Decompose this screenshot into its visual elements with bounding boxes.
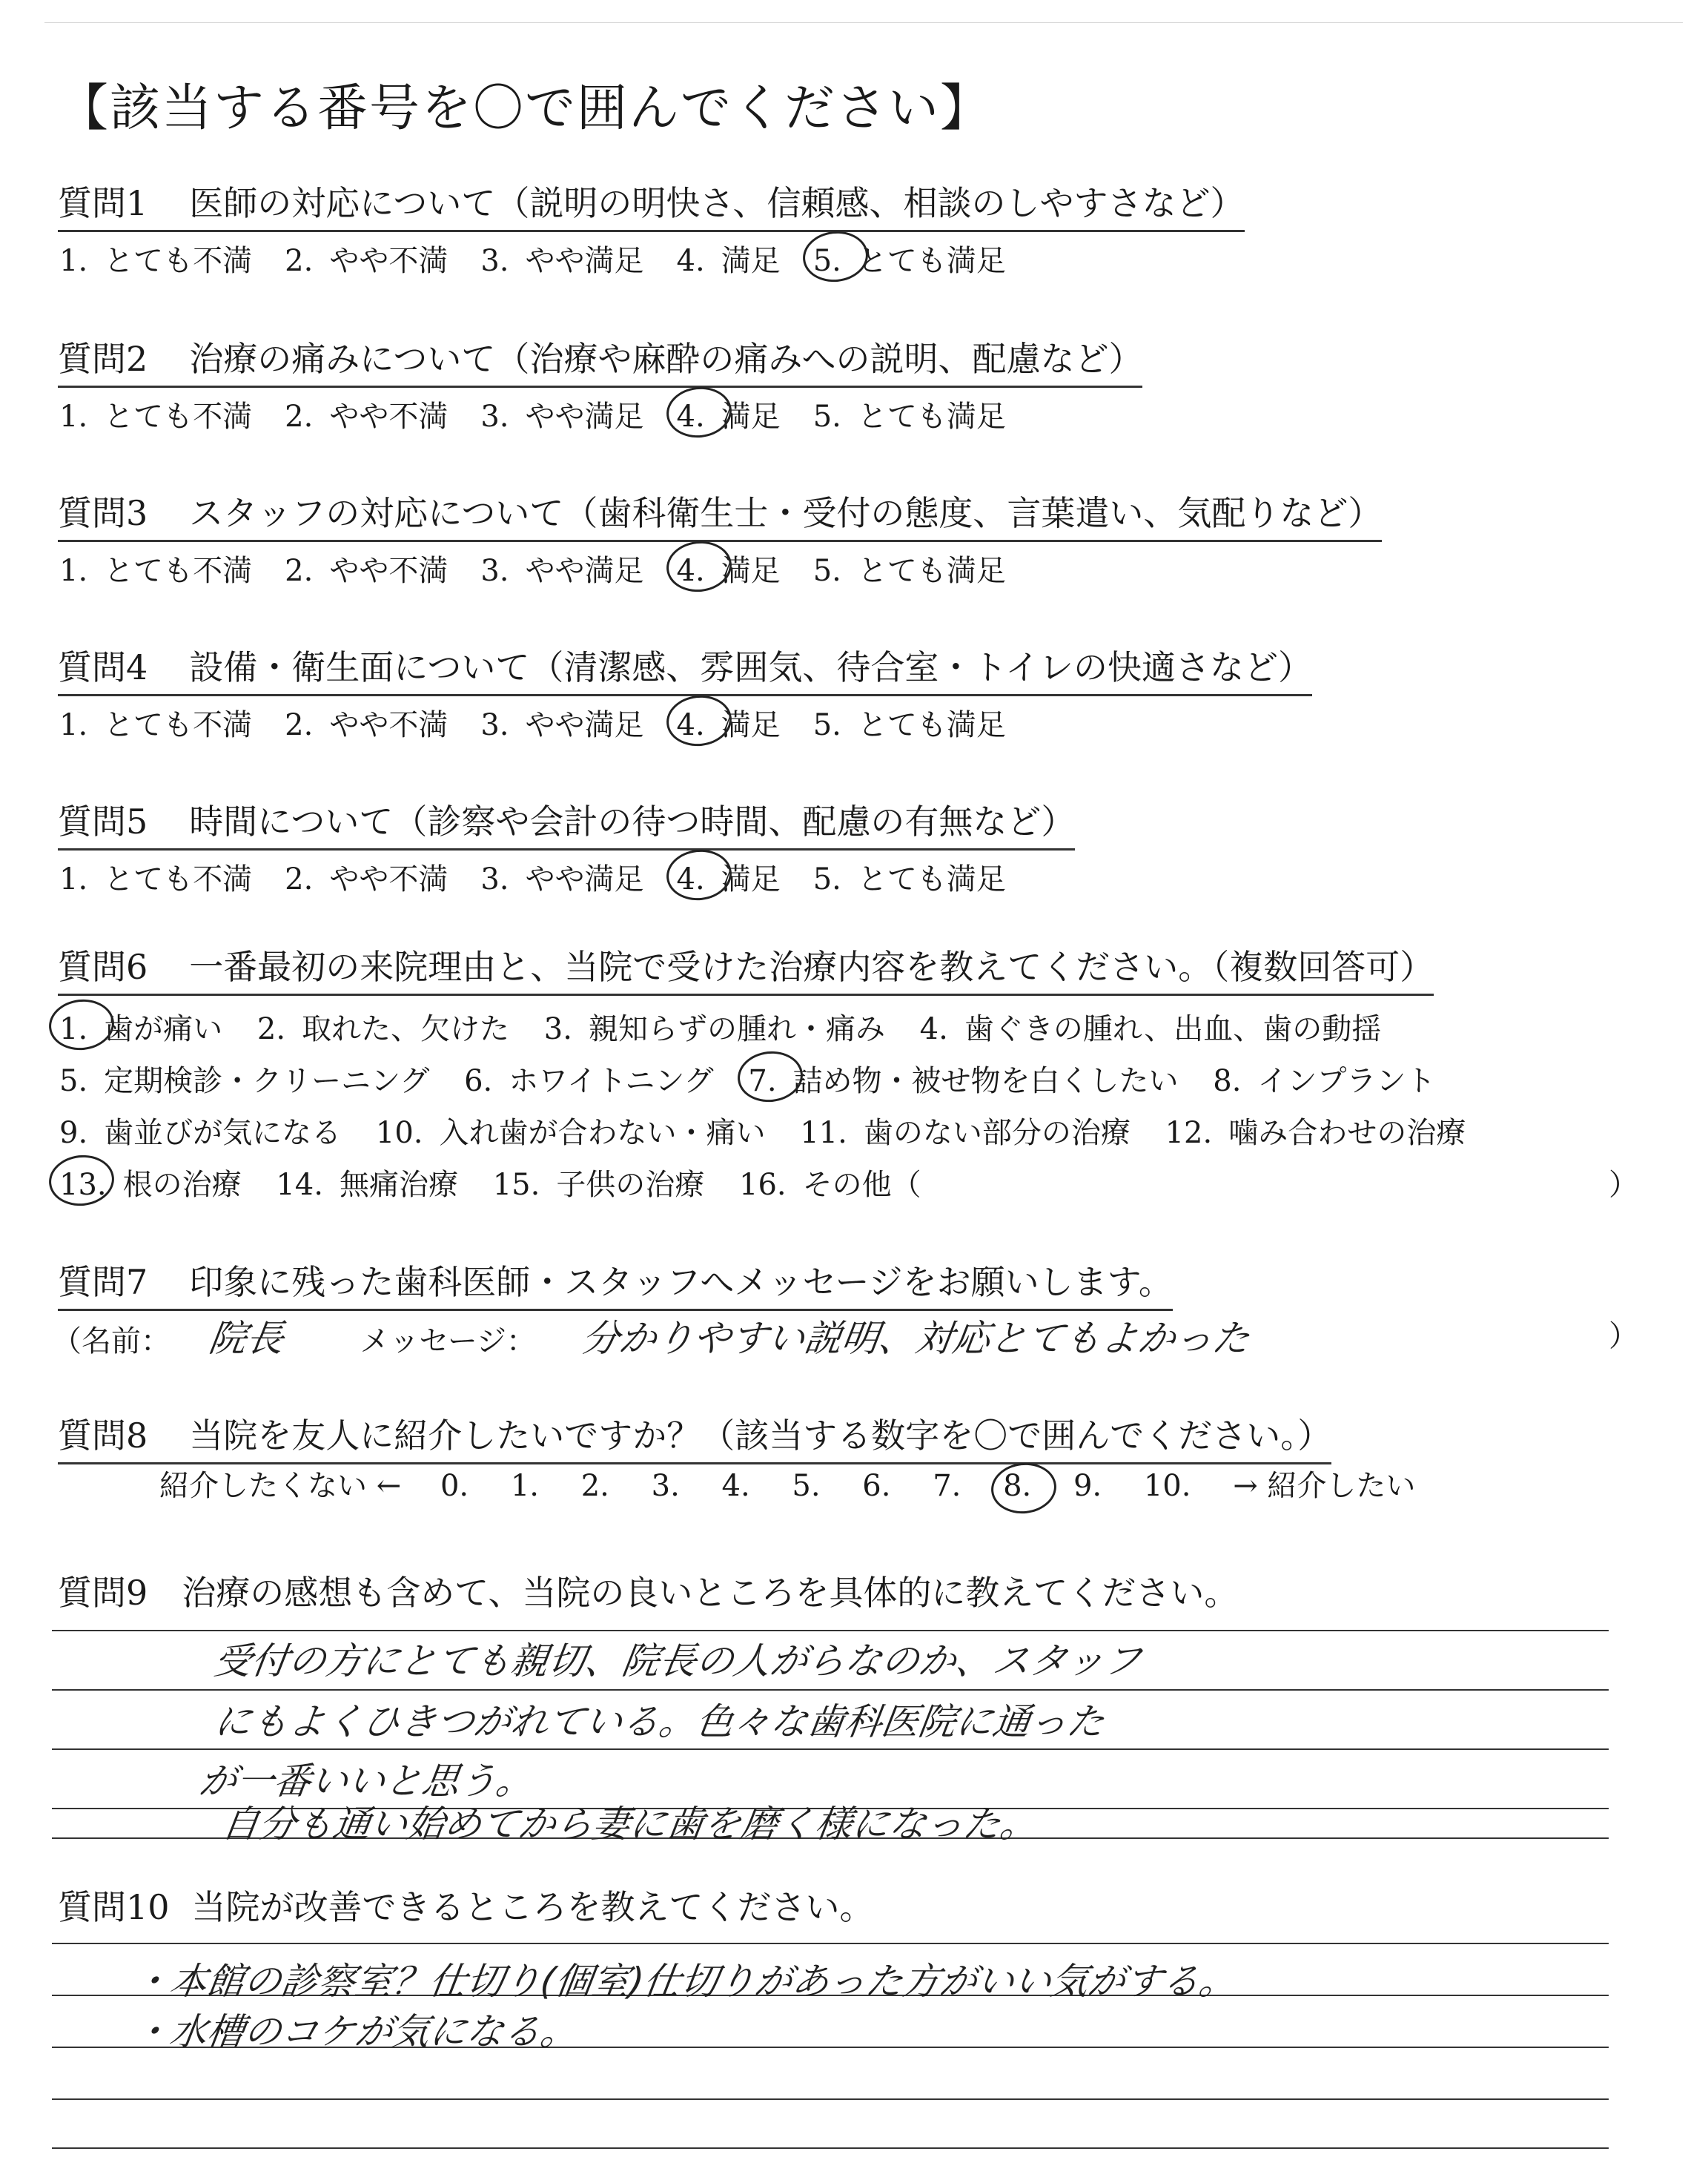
q6-option-2[interactable]: 2. 取れた、欠けた xyxy=(256,1012,510,1046)
q10-rule-5 xyxy=(52,2147,1609,2149)
q7-text: 印象に残った歯科医師・スタッフへメッセージをお願いします。 xyxy=(189,1262,1173,1302)
q8-number: 質問8 xyxy=(58,1416,148,1456)
q5-text: 時間について（診察や会計の待つ時間、配慮の有無など） xyxy=(189,802,1076,842)
q6-row-1 xyxy=(59,1005,1406,1048)
q6-option-16[interactable]: 16. その他（ xyxy=(739,1168,921,1202)
q5-options xyxy=(59,856,1039,898)
q8-score-5[interactable]: 5. xyxy=(792,1469,821,1503)
q6-option-11[interactable]: 11. 歯のない部分の治療 xyxy=(800,1116,1131,1150)
q1-text: 医師の対応について（説明の明快さ、信頼感、相談のしやすさなど） xyxy=(189,183,1245,223)
q1-option-2[interactable]: 2. やや不満 xyxy=(285,244,448,278)
q6-option-12[interactable]: 12. 噛み合わせの治療 xyxy=(1165,1116,1466,1150)
q2-option-1[interactable]: 1. とても不満 xyxy=(59,400,253,434)
q5-option-3[interactable]: 3. やや満足 xyxy=(480,862,644,896)
q8-scale xyxy=(159,1462,1448,1505)
q7-message-value[interactable]: 分かりやすい説明、対応とてもよかった xyxy=(579,1317,1253,1360)
q7-message-row xyxy=(52,1309,1253,1362)
q3-option-3[interactable]: 3. やや満足 xyxy=(480,554,644,588)
q9-rule-3 xyxy=(52,1748,1609,1750)
q1-number: 質問1 xyxy=(58,183,148,223)
q8-score-0[interactable]: 0. xyxy=(440,1469,469,1503)
q8-score-3[interactable]: 3. xyxy=(651,1469,680,1503)
q2-text: 治療の痛みについて（治療や麻酔の痛みへの説明、配慮など） xyxy=(189,339,1143,379)
page-title: 【該当する番号を〇で囲んでください】 xyxy=(58,79,993,138)
q4-number: 質問4 xyxy=(58,647,148,687)
q2-option-4[interactable]: 4. 満足 xyxy=(677,393,781,435)
q10-number: 質問10 xyxy=(58,1887,170,1927)
q5-option-5[interactable]: 5. とても満足 xyxy=(812,862,1006,896)
q2-option-3[interactable]: 3. やや満足 xyxy=(480,400,644,434)
q3-option-1[interactable]: 1. とても不満 xyxy=(59,554,253,588)
q8-heading xyxy=(58,1409,1331,1464)
q8-right-label: → 紹介したい xyxy=(1233,1469,1416,1503)
q9-text: 治療の感想も含めて、当院の良いところを具体的に教えてください。 xyxy=(182,1573,1239,1613)
q8-score-2[interactable]: 2. xyxy=(580,1469,609,1503)
q6-row-2 xyxy=(59,1057,1460,1100)
q1-options xyxy=(59,237,1039,280)
q1-option-1[interactable]: 1. とても不満 xyxy=(59,244,253,278)
q4-option-4[interactable]: 4. 満足 xyxy=(677,701,781,744)
q6-option-1[interactable]: 1. 歯が痛い xyxy=(59,1005,222,1048)
q1-option-3[interactable]: 3. やや満足 xyxy=(480,244,644,278)
q2-number: 質問2 xyxy=(58,339,148,379)
q6-option-7[interactable]: 7. 詰め物・被せ物を白くしたい xyxy=(748,1057,1178,1100)
q5-number: 質問5 xyxy=(58,802,148,842)
q6-option-10[interactable]: 10. 入れ歯が合わない・痛い xyxy=(375,1116,766,1150)
q5-heading xyxy=(58,795,1075,851)
q9-heading xyxy=(58,1566,1238,1615)
q6-option-9[interactable]: 9. 歯並びが気になる xyxy=(59,1116,342,1150)
q6-option-8[interactable]: 8. インプラント xyxy=(1213,1064,1436,1098)
q2-heading xyxy=(58,332,1142,388)
q7-number: 質問7 xyxy=(58,1262,148,1302)
q2-option-2[interactable]: 2. やや不満 xyxy=(285,400,448,434)
q6-other-close-paren: ） xyxy=(1609,1168,1638,1202)
q8-score-6[interactable]: 6. xyxy=(862,1469,891,1503)
q10-answer-line-2[interactable]: ・水槽のコケが気になる。 xyxy=(130,2010,581,2053)
q3-number: 質問3 xyxy=(58,493,148,533)
q3-option-5[interactable]: 5. とても満足 xyxy=(812,554,1006,588)
q2-options xyxy=(59,393,1039,435)
q8-score-4[interactable]: 4. xyxy=(721,1469,750,1503)
q10-answer-line-1[interactable]: ・本館の診察室？仕切り(個室)仕切りがあった方がいい気がする。 xyxy=(130,1960,1240,2003)
q2-option-5[interactable]: 5. とても満足 xyxy=(812,400,1006,434)
q7-name-label: （名前： xyxy=(52,1324,171,1358)
q6-option-15[interactable]: 15. 子供の治療 xyxy=(492,1168,705,1202)
q8-left-label: 紹介したくない ← xyxy=(159,1469,402,1503)
q3-options xyxy=(59,547,1039,589)
q7-heading xyxy=(58,1255,1173,1311)
q6-heading xyxy=(58,940,1434,996)
q3-heading xyxy=(58,486,1382,542)
q4-option-2[interactable]: 2. やや不満 xyxy=(285,708,448,742)
q6-option-3[interactable]: 3. 親知らずの腫れ・痛み xyxy=(543,1012,885,1046)
q1-option-5[interactable]: 5. とても満足 xyxy=(813,237,1006,280)
q7-close-paren: ） xyxy=(1609,1319,1638,1353)
q10-text: 当院が改善できるところを教えてください。 xyxy=(191,1887,874,1927)
q7-name-value[interactable]: 院長 xyxy=(206,1317,287,1360)
q1-heading xyxy=(58,176,1245,232)
q9-answer-line-4[interactable]: 自分も通い始めてから妻に歯を磨く様になった。 xyxy=(219,1803,1041,1846)
q9-number: 質問9 xyxy=(58,1573,148,1613)
q10-rule-1 xyxy=(52,1943,1609,1944)
q4-option-3[interactable]: 3. やや満足 xyxy=(480,708,644,742)
q6-option-4[interactable]: 4. 歯ぐきの腫れ、出血、歯の動揺 xyxy=(919,1012,1382,1046)
q5-option-1[interactable]: 1. とても不満 xyxy=(59,862,253,896)
q3-text: スタッフの対応について（歯科衛生士・受付の態度、言葉遣い、気配りなど） xyxy=(189,493,1383,533)
q6-option-13[interactable]: 13. 根の治療 xyxy=(59,1161,242,1203)
q6-row-4 xyxy=(59,1161,947,1203)
q4-heading xyxy=(58,641,1312,696)
q10-rule-4 xyxy=(52,2098,1609,2100)
q6-option-6[interactable]: 6. ホワイトニング xyxy=(464,1064,714,1098)
q4-text: 設備・衛生面について（清潔感、雰囲気、待合室・トイレの快適さなど） xyxy=(189,647,1313,687)
q9-answer-line-2[interactable]: にもよくひきつがれている。色々な歯科医院に通った xyxy=(211,1700,1108,1743)
q9-rule-2 xyxy=(52,1689,1609,1691)
q9-answer-line-3[interactable]: が一番いいと思う。 xyxy=(196,1760,537,1803)
q8-text: 当院を友人に紹介したいですか？（該当する数字を〇で囲んでください。） xyxy=(189,1416,1332,1456)
q8-score-10[interactable]: 10. xyxy=(1143,1469,1191,1503)
q8-score-8[interactable]: 8. xyxy=(1003,1469,1032,1503)
q3-option-4[interactable]: 4. 満足 xyxy=(677,547,781,589)
q4-option-5[interactable]: 5. とても満足 xyxy=(812,708,1006,742)
q9-answer-line-1[interactable]: 受付の方にとても親切、院長の人がらなのか、スタッフ xyxy=(211,1639,1145,1682)
q4-option-1[interactable]: 1. とても不満 xyxy=(59,708,253,742)
q6-option-5[interactable]: 5. 定期検診・クリーニング xyxy=(59,1064,430,1098)
q8-score-1[interactable]: 1. xyxy=(510,1469,540,1503)
q5-option-2[interactable]: 2. やや不満 xyxy=(285,862,448,896)
q6-number: 質問6 xyxy=(58,947,148,987)
q8-score-7[interactable]: 7. xyxy=(933,1469,961,1503)
q6-text: 一番最初の来院理由と、当院で受けた治療内容を教えてください。（複数回答可） xyxy=(189,947,1434,987)
q10-heading xyxy=(58,1880,874,1929)
q4-options xyxy=(59,701,1039,744)
q8-score-9[interactable]: 9. xyxy=(1073,1469,1102,1503)
q3-option-2[interactable]: 2. やや不満 xyxy=(285,554,448,588)
q5-option-4[interactable]: 4. 満足 xyxy=(677,856,781,898)
q6-row-3 xyxy=(59,1109,1491,1152)
q6-option-14[interactable]: 14. 無痛治療 xyxy=(276,1168,458,1202)
page-border xyxy=(44,22,1683,23)
q1-option-4[interactable]: 4. 満足 xyxy=(676,244,781,278)
q7-message-label: メッセージ： xyxy=(360,1324,537,1358)
